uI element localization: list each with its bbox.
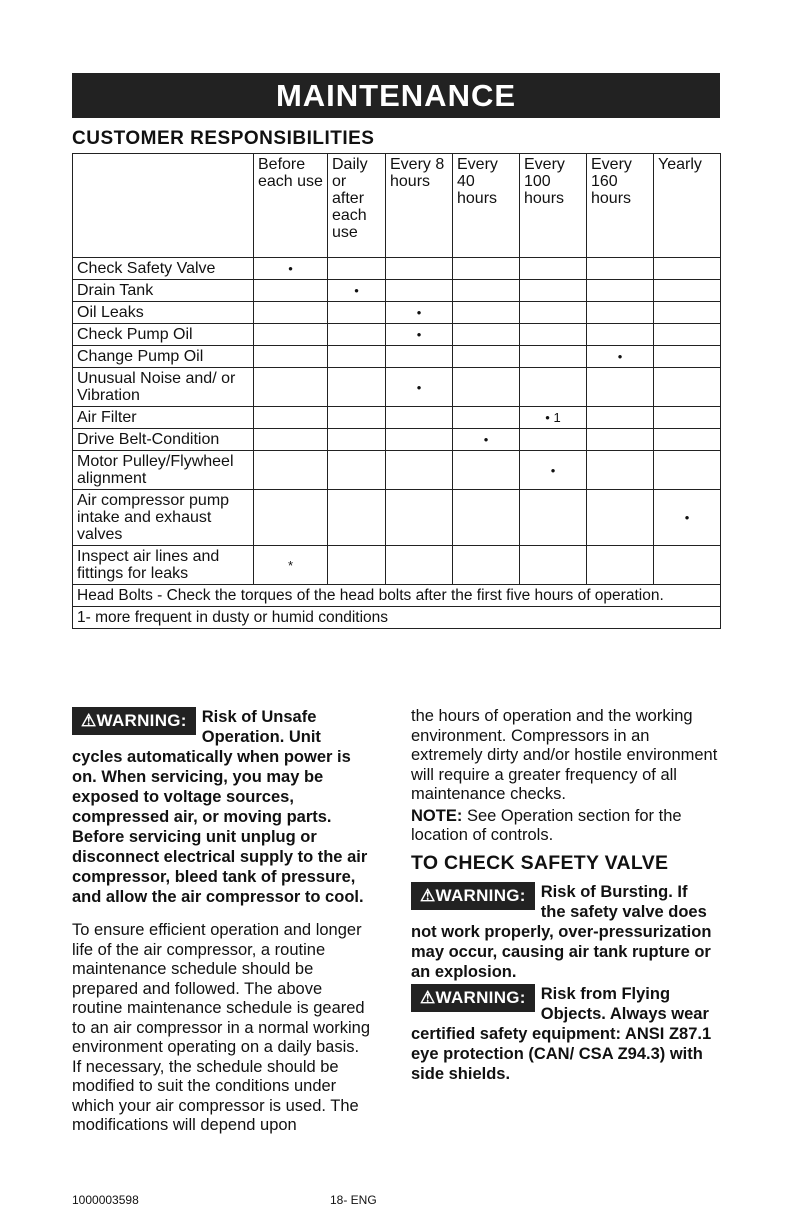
schedule-mark <box>587 258 654 280</box>
schedule-mark: * <box>254 546 328 585</box>
row-label: Check Pump Oil <box>73 324 254 346</box>
row-label: Inspect air lines and fittings for leaks <box>73 546 254 585</box>
schedule-mark <box>328 407 386 429</box>
schedule-mark <box>453 302 520 324</box>
row-label: Air compressor pump intake and exhaust valves <box>73 490 254 546</box>
schedule-mark <box>520 302 587 324</box>
left-column <box>72 707 372 1136</box>
schedule-mark <box>453 258 520 280</box>
table-note: Head Bolts - Check the torques of the head bolts after the first five hours of operation. <box>73 585 721 607</box>
maintenance-table <box>72 153 721 629</box>
schedule-mark: • <box>453 429 520 451</box>
schedule-mark <box>254 302 328 324</box>
table-row <box>73 546 721 585</box>
schedule-mark <box>254 280 328 302</box>
doc-number: 1000003598 <box>72 1193 139 1207</box>
page-number: 18- ENG <box>330 1193 377 1207</box>
warning-text: Risk of Bursting. If the safety valve does not work properly, over-pressurization may occur, causing air tank rupture or an explosion. <box>411 883 712 981</box>
column-header: Every 160 hours <box>587 154 654 258</box>
column-header: Yearly <box>654 154 721 258</box>
table-row <box>73 490 721 546</box>
table-row <box>73 346 721 368</box>
warning-badge: ⚠WARNING: <box>72 707 196 735</box>
warning-text: Risk of Unsafe Operation. Unit cycles automatically when power is on. When servicing, you may be exposed to voltage sources, compressed air, or moving parts. Before servicing unit unplug or disconnect electrical supply to the air compressor, bleed tank of pressure, and allow the air compressor to cool. <box>72 708 368 906</box>
continued-paragraph: the hours of operation and the working environment. Compressors in an extremely dirty and/or hostile environment will require a greater frequency of all maintenance checks. <box>411 707 718 803</box>
schedule-mark <box>654 451 721 490</box>
warning-bursting <box>411 882 716 982</box>
schedule-mark <box>654 407 721 429</box>
schedule-mark <box>520 280 587 302</box>
warning-text: Risk from Flying Objects. Always wear certified safety equipment: ANSI Z87.1 eye protection (CAN/ CSA Z94.3) with side shields. <box>411 985 712 1083</box>
page-banner <box>72 73 720 118</box>
schedule-mark <box>328 546 386 585</box>
schedule-mark <box>254 368 328 407</box>
schedule-mark <box>453 407 520 429</box>
schedule-mark <box>254 346 328 368</box>
subheading-safety-valve: TO CHECK SAFETY VALVE <box>411 852 669 874</box>
schedule-mark <box>587 324 654 346</box>
note <box>411 807 721 846</box>
row-label: Drain Tank <box>73 280 254 302</box>
table-note-row <box>73 607 721 629</box>
row-label: Unusual Noise and/ or Vibration <box>73 368 254 407</box>
schedule-mark <box>654 324 721 346</box>
schedule-mark <box>328 368 386 407</box>
schedule-mark <box>654 258 721 280</box>
table-row <box>73 280 721 302</box>
schedule-mark <box>386 429 453 451</box>
schedule-mark <box>386 258 453 280</box>
schedule-mark <box>328 324 386 346</box>
schedule-mark: • <box>386 368 453 407</box>
note-text: See Operation section for the location of controls. <box>411 806 682 844</box>
schedule-mark <box>587 368 654 407</box>
schedule-mark <box>654 302 721 324</box>
header-blank <box>73 154 254 258</box>
note-label: NOTE: <box>411 806 463 825</box>
schedule-mark <box>453 451 520 490</box>
schedule-mark: • <box>386 324 453 346</box>
schedule-mark <box>328 346 386 368</box>
schedule-mark <box>587 546 654 585</box>
column-header: Daily or after each use <box>328 154 386 258</box>
schedule-mark: • <box>328 280 386 302</box>
row-label: Air Filter <box>73 407 254 429</box>
schedule-mark <box>520 490 587 546</box>
schedule-mark <box>654 546 721 585</box>
row-label: Oil Leaks <box>73 302 254 324</box>
table-row <box>73 407 721 429</box>
schedule-mark <box>453 490 520 546</box>
column-header: Every 100 hours <box>520 154 587 258</box>
table-row <box>73 302 721 324</box>
table-row <box>73 324 721 346</box>
schedule-mark: • <box>386 302 453 324</box>
warning-unsafe-operation <box>72 707 372 907</box>
schedule-mark <box>254 490 328 546</box>
warning-badge: ⚠WARNING: <box>411 882 535 910</box>
table-note: 1- more frequent in dusty or humid conditions <box>73 607 721 629</box>
warning-badge: ⚠WARNING: <box>411 984 535 1012</box>
page-title: MAINTENANCE <box>275 77 517 113</box>
table-row <box>73 368 721 407</box>
schedule-mark <box>587 302 654 324</box>
schedule-mark <box>453 546 520 585</box>
schedule-mark <box>386 451 453 490</box>
row-label: Motor Pulley/Flywheel alignment <box>73 451 254 490</box>
schedule-mark: • <box>587 346 654 368</box>
row-label: Change Pump Oil <box>73 346 254 368</box>
schedule-mark <box>254 324 328 346</box>
right-column <box>411 707 721 846</box>
schedule-mark <box>254 429 328 451</box>
schedule-mark <box>520 346 587 368</box>
schedule-mark <box>386 546 453 585</box>
maintenance-paragraph: To ensure efficient operation and longer life of the air compressor, a routine maintenance schedule should be prepared and followed. The above routine maintenance schedule is geared to an air compressor in a normal working environment operating on a daily basis. If necessary, the schedule should be modified to suit the conditions under which your air compressor is used. The modifications will depend upon <box>72 921 371 1134</box>
schedule-mark <box>453 368 520 407</box>
schedule-mark <box>453 280 520 302</box>
schedule-mark <box>654 429 721 451</box>
column-header: Every 40 hours <box>453 154 520 258</box>
row-label: Drive Belt-Condition <box>73 429 254 451</box>
schedule-mark <box>654 368 721 407</box>
schedule-mark <box>254 407 328 429</box>
schedule-mark <box>520 258 587 280</box>
schedule-mark <box>587 407 654 429</box>
table-row <box>73 258 721 280</box>
schedule-mark <box>386 490 453 546</box>
schedule-mark <box>520 368 587 407</box>
schedule-mark <box>520 546 587 585</box>
warning-flying-objects <box>411 984 716 1084</box>
schedule-mark <box>453 346 520 368</box>
schedule-mark <box>328 429 386 451</box>
table-note-row <box>73 585 721 607</box>
schedule-mark <box>587 451 654 490</box>
schedule-mark <box>386 407 453 429</box>
schedule-mark <box>328 258 386 280</box>
schedule-mark: • <box>654 490 721 546</box>
row-label: Check Safety Valve <box>73 258 254 280</box>
schedule-mark <box>386 346 453 368</box>
schedule-mark <box>587 429 654 451</box>
schedule-mark <box>386 280 453 302</box>
schedule-mark <box>520 429 587 451</box>
schedule-mark <box>654 346 721 368</box>
schedule-mark <box>328 302 386 324</box>
schedule-mark <box>254 451 328 490</box>
schedule-mark: • 1 <box>520 407 587 429</box>
schedule-mark: • <box>254 258 328 280</box>
table-row <box>73 451 721 490</box>
column-header: Before each use <box>254 154 328 258</box>
schedule-mark <box>328 490 386 546</box>
schedule-mark <box>587 280 654 302</box>
column-header: Every 8 hours <box>386 154 453 258</box>
schedule-mark: • <box>520 451 587 490</box>
schedule-mark <box>453 324 520 346</box>
schedule-mark <box>328 451 386 490</box>
schedule-mark <box>654 280 721 302</box>
section-title: CUSTOMER RESPONSIBILITIES <box>72 128 375 149</box>
schedule-mark <box>587 490 654 546</box>
schedule-mark <box>520 324 587 346</box>
table-row <box>73 429 721 451</box>
